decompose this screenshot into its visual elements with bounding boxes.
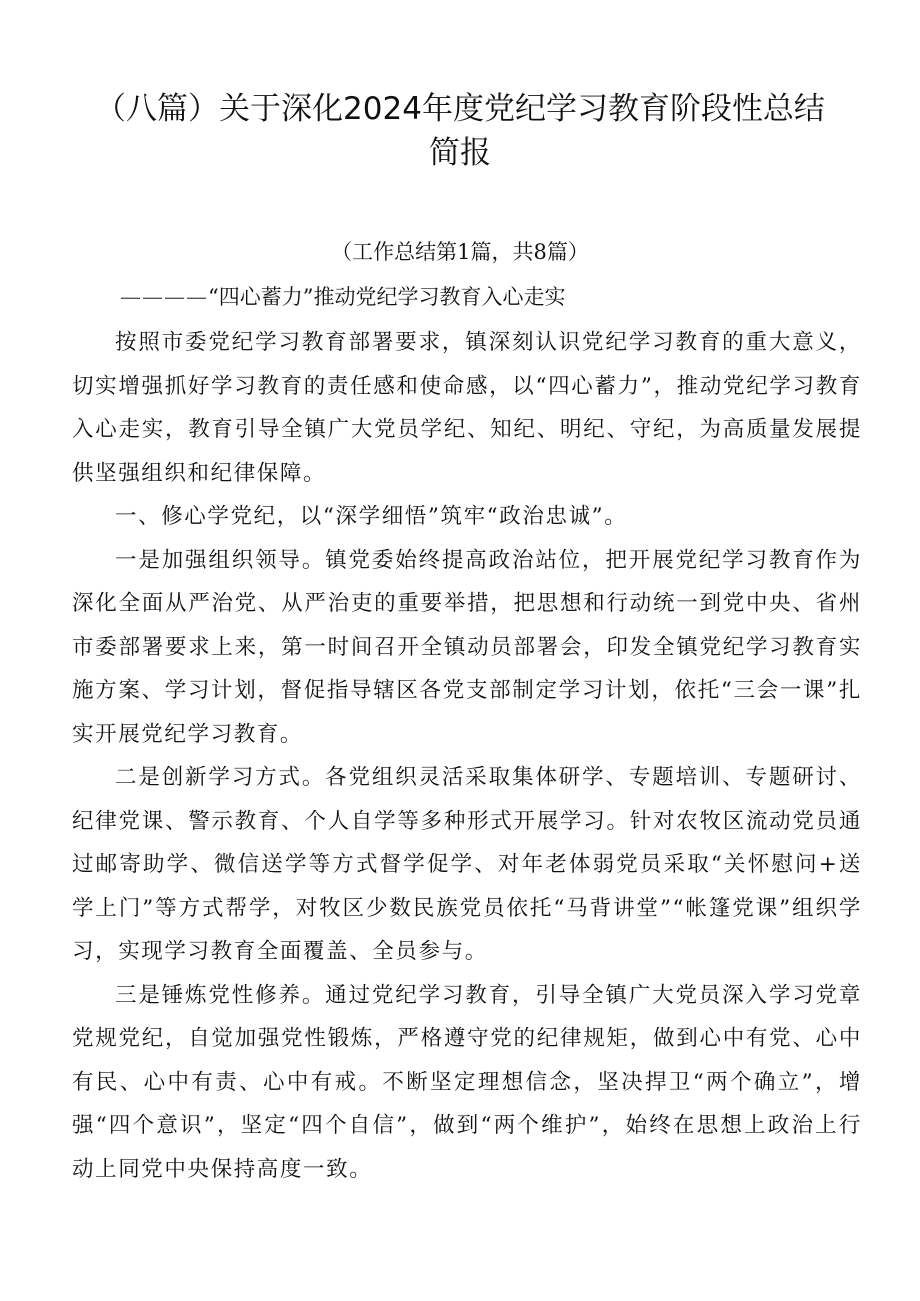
paragraph-point-two: 二是创新学习方式。各党组织灵活采取集体研学、专题培训、专题研讨、纪律党课、警示教育、个人自学等多种形式开展学习。针对农牧区流动党员通过邮寄助学、微信送学等方式督学促学、对年老体弱党员采取“关怀慰问+送学上门”等方式帮学，对牧区少数民族党员依托“马背讲堂”“帐篷党课”组织学习，实现学习教育全面覆盖、全员参与。 xyxy=(72,765,862,964)
section-heading xyxy=(120,282,565,312)
paragraph-point-one: 一是加强组织领导。镇党委始终提高政治站位，把开展党纪学习教育作为深化全面从严治党、从严治吏的重要举措，把思想和行动统一到党中央、省州市委部署要求上来，第一时间召开全镇动员部署会，印发全镇党纪学习教育实施方案、学习计划，督促指导辖区各党支部制定学习计划，依托“三会一课”扎实开展党纪学习教育。 xyxy=(72,547,862,747)
document-body xyxy=(72,321,862,1191)
section-heading-text: “四心蓄力”推动党纪学习教育入心走实 xyxy=(208,285,566,309)
document-subtitle: （工作总结第1篇，共8篇） xyxy=(331,240,589,264)
dash-prefix: ———— xyxy=(120,285,208,309)
paragraph-intro: 按照市委党纪学习教育部署要求，镇深刻认识党纪学习教育的重大意义，切实增强抓好学习教育的责任感和使命感，以“四心蓄力”，推动党纪学习教育入心走实，教育引导全镇广大党员学纪、知纪、明纪、守纪，为高质量发展提供坚强组织和纪律保障。 xyxy=(72,330,862,486)
paragraph-point-three: 三是锤炼党性修养。通过党纪学习教育，引导全镇广大党员深入学习党章党规党纪，自觉加强党性锻炼，严格遵守党的纪律规矩，做到心中有党、心中有民、心中有责、心中有戒。不断坚定理想信念，坚决捍卫“两个确立”，增强“四个意识”，坚定“四个自信”，做到“两个维护”，始终在思想上政治上行动上同党中央保持高度一致。 xyxy=(72,982,862,1182)
document-title-line-2: 简报 xyxy=(429,135,491,171)
paragraph-section-one: 一、修心学党纪，以“深学细悟”筑牢“政治忠诚”。 xyxy=(115,504,628,529)
document-title-line-1: （八篇）关于深化2024年度党纪学习教育阶段性总结 xyxy=(95,91,825,127)
